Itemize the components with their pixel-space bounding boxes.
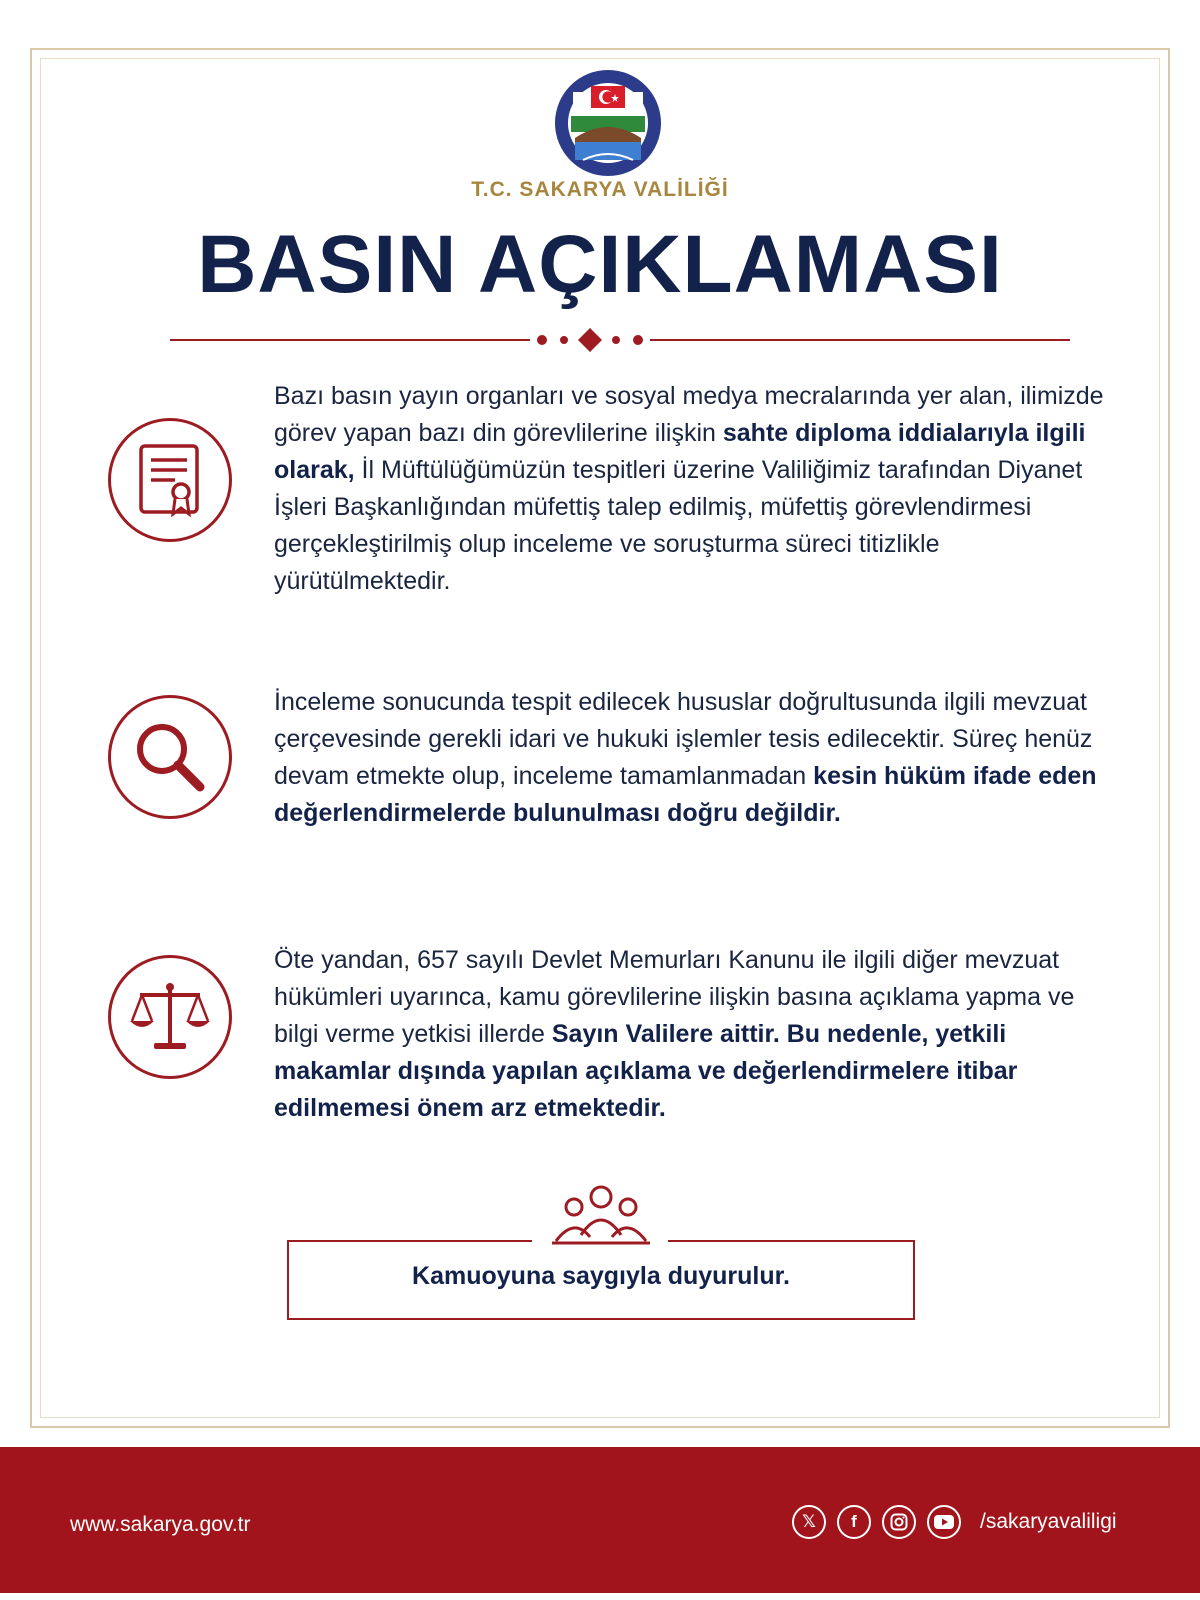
paragraph-2 [274,684,1104,832]
social-links [792,1505,1117,1539]
social-handle[interactable]: /sakaryavaliligi [980,1510,1117,1533]
organization-name: T.C. SAKARYA VALİLİĞİ [471,178,729,201]
magnifier-icon [108,695,232,819]
closing-box-top-left [287,1240,532,1242]
instagram-icon[interactable] [882,1505,916,1539]
closing-box-top-right [668,1240,915,1242]
paragraph-2-bold: kesin hüküm ifade eden değerlendirmelerde bulunulması doğru değildir. [274,762,1097,827]
paragraph-1-bold: sahte diploma iddialarıyla ilgili olarak, [274,419,1086,484]
closing-text: Kamuoyuna saygıyla duyurulur. [412,1262,790,1290]
certificate-icon [108,418,232,542]
paragraph-3-part-1: Öte yandan, 657 sayılı Devlet Memurları Kanunu ile ilgili diğer mevzuat hükümleri uyarınca, kamu görevlilerine ilişkin basına açıklama yapma ve bilgi verme yetkisi illerde [274,946,1075,1048]
paragraph-2-part-1: İnceleme sonucunda tespit edilecek hususlar doğrultusunda ilgili mevzuat çerçevesinde gerekli idari ve hukuki işlemler tesis edilecektir. Süreç henüz devam etmekte olup, inceleme tamamlanmadan [274,688,1093,790]
page-title: BASIN AÇIKLAMASI [197,219,1003,310]
scales-icon [108,955,232,1079]
paragraph-1 [274,378,1104,600]
sakarya-valiligi-emblem [553,68,663,178]
website-link[interactable]: www.sakarya.gov.tr [70,1513,251,1536]
footer-bar [0,1447,1200,1593]
x-icon[interactable]: 𝕏 [792,1505,826,1539]
paragraph-3-bold: Sayın Valilere aittir. Bu nedenle, yetkili makamlar dışında yapılan açıklama ve değerlendirmelere itibar edilmemesi önem arz etmektedir. [274,1020,1018,1122]
ornament-divider [170,325,1070,355]
paragraph-3 [274,942,1104,1127]
paragraph-1-part-1: Bazı basın yayın organları ve sosyal medya mecralarında yer alan, ilimizde görev yapan bazı din görevlilerine ilişkin [274,382,1104,447]
paragraph-1-part-2: İl Müftülüğümüzün tespitleri üzerine Valiliğimiz tarafından Diyanet İşleri Başkanlığından müfettiş talep edilmiş, müfettiş görevlendirmesi gerçekleştirilmiş olup inceleme ve soruşturma süreci titizlikle yürütülmektedir. [274,456,1083,595]
youtube-icon[interactable] [927,1505,961,1539]
facebook-icon[interactable]: f [837,1505,871,1539]
